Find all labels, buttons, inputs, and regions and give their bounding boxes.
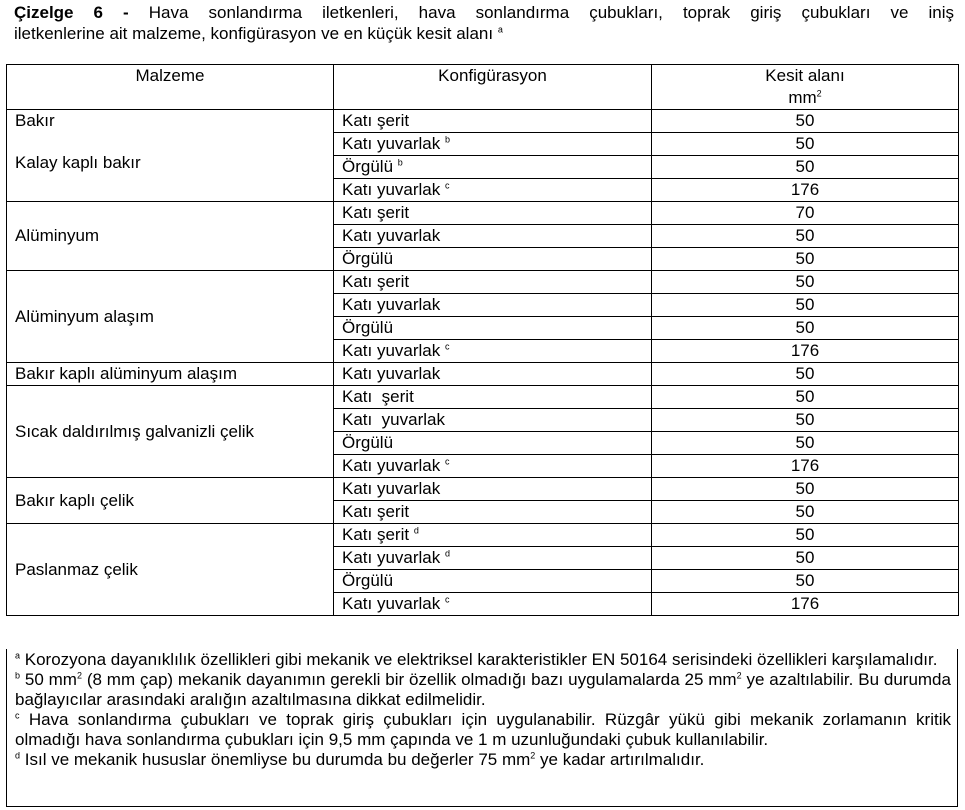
table-row (7, 110, 959, 133)
footnote-a-text: Korozyona dayanıklılık özellikleri gibi mekanik ve elektriksel karakteristikler EN 50164 serisindeki özellikleri karşılamalıdır. (24, 650, 938, 669)
footnote-d-text-1: Isıl ve mekanik hususlar önemliyse bu durumda bu değerler 75 mm (24, 750, 531, 769)
area-value-cell: 176 (652, 340, 959, 363)
configuration-cell (334, 409, 652, 432)
material-cell (7, 271, 334, 363)
configuration-footnote-mark: c (445, 594, 450, 605)
area-value-cell: 50 (652, 478, 959, 501)
configuration-text: Katı yuvarlak (342, 295, 441, 314)
header-area (652, 65, 959, 110)
table-row (7, 202, 959, 225)
area-value-cell: 176 (652, 593, 959, 616)
configuration-text: Örgülü (342, 157, 394, 176)
area-value-cell: 176 (652, 179, 959, 202)
footnote-b-text-2: (8 mm çap) mekanik dayanımın gerekli bir özellik olmadığı bazı uygulamalarda 25 mm (81, 670, 737, 689)
table-header-row (7, 65, 959, 110)
configuration-cell (334, 570, 652, 593)
footnote-b-text-1: 50 mm (24, 670, 77, 689)
configuration-cell (334, 317, 652, 340)
area-value-cell: 50 (652, 317, 959, 340)
footnote-c-mark: c (15, 710, 20, 721)
material-cell (7, 524, 334, 616)
header-area-unit-line (652, 87, 958, 109)
configuration-cell (334, 340, 652, 363)
material-name: Alüminyum alaşım (15, 306, 154, 326)
configuration-cell (334, 593, 652, 616)
footnote-d-mark: d (15, 750, 21, 761)
footnote-c-text: Hava sonlandırma çubukları ve toprak giriş çubukları için uygulanabilir. Rüzgâr yükü gibi mekanik zorlamanın kritik olmadığı hava sonlandırma çubukları için 9,5 mm çapında ve 1 m uzunluğundaki çubuk kullanılabilir. (15, 710, 951, 749)
footnote-b-text-3: ye azaltılabilir. Bu durumda bağlayıcılar arasındaki aralığın azaltılmasına dikkat edilmelidir. (15, 670, 951, 709)
configuration-text: Katı şerit (342, 502, 410, 521)
configuration-text: Katı yuvarlak (342, 456, 441, 475)
area-value-cell: 50 (652, 363, 959, 386)
footnotes-box (6, 649, 958, 807)
configuration-cell (334, 110, 652, 133)
configuration-text: Örgülü (342, 571, 394, 590)
table-caption (14, 2, 954, 44)
configuration-cell (334, 524, 652, 547)
area-value-cell: 50 (652, 248, 959, 271)
material-cell (7, 110, 334, 202)
caption-footnote-mark: a (497, 24, 503, 35)
configuration-cell (334, 248, 652, 271)
table-row (7, 478, 959, 501)
area-value-cell: 50 (652, 547, 959, 570)
area-value-cell: 50 (652, 409, 959, 432)
configuration-cell (334, 363, 652, 386)
area-value-cell: 50 (652, 133, 959, 156)
configuration-cell (334, 133, 652, 156)
footnote-c (15, 710, 951, 750)
header-area-label: Kesit alanı (765, 66, 845, 85)
material-name: Sıcak daldırılmış galvanizli çelik (15, 421, 255, 441)
footnote-a (15, 650, 951, 670)
table-row (7, 386, 959, 409)
material-name: Bakır kaplı alüminyum alaşım (15, 364, 238, 383)
configuration-cell (334, 501, 652, 524)
footnote-d (15, 750, 951, 770)
area-value-cell: 50 (652, 294, 959, 317)
area-value-cell: 50 (652, 156, 959, 179)
footnote-d-sup: 2 (530, 750, 536, 761)
header-area-unit: mm (788, 88, 817, 107)
configuration-text: Katı şerit (342, 525, 410, 544)
configuration-text: Katı yuvarlak (342, 410, 445, 429)
caption-line-2 (14, 23, 954, 44)
table-row (7, 363, 959, 386)
material-cell (7, 386, 334, 478)
configuration-cell (334, 225, 652, 248)
configuration-text: Katı yuvarlak (342, 226, 441, 245)
configuration-text: Katı yuvarlak (342, 594, 441, 613)
configuration-text: Katı yuvarlak (342, 180, 441, 199)
configuration-footnote-mark: b (397, 157, 403, 168)
area-value-cell: 50 (652, 386, 959, 409)
area-value-cell: 176 (652, 455, 959, 478)
configuration-text: Katı şerit (342, 203, 410, 222)
configuration-footnote-mark: c (445, 456, 450, 467)
configuration-text: Katı yuvarlak (342, 341, 441, 360)
caption-label: Çizelge 6 - (14, 3, 129, 22)
configuration-cell (334, 271, 652, 294)
configuration-cell (334, 478, 652, 501)
material-table (6, 64, 959, 616)
area-value-cell: 50 (652, 501, 959, 524)
area-value-cell: 50 (652, 524, 959, 547)
header-material: Malzeme (7, 65, 334, 110)
configuration-text: Katı yuvarlak (342, 548, 441, 567)
header-area-unit-sup: 2 (816, 88, 822, 99)
header-configuration: Konfigürasyon (334, 65, 652, 110)
configuration-cell (334, 202, 652, 225)
area-value-cell: 50 (652, 432, 959, 455)
caption-text-2: iletkenlerine ait malzeme, konfigürasyon ve en küçük kesit alanı (14, 24, 494, 43)
material-cell (7, 363, 334, 386)
material-name: Bakır kaplı çelik (15, 490, 135, 510)
configuration-text: Katı şerit (342, 111, 410, 130)
footnote-d-text-2: ye kadar artırılmalıdır. (535, 750, 705, 769)
configuration-text: Katı yuvarlak (342, 134, 441, 153)
configuration-cell (334, 547, 652, 570)
material-cell (7, 202, 334, 271)
area-value-cell: 70 (652, 202, 959, 225)
footnote-b-sup-1: 2 (76, 670, 82, 681)
configuration-footnote-mark: d (413, 525, 419, 536)
configuration-cell (334, 156, 652, 179)
material-name: Kalay kaplı bakır (15, 153, 141, 172)
material-name: Paslanmaz çelik (15, 559, 138, 579)
configuration-text: Örgülü (342, 433, 394, 452)
footnote-b (15, 670, 951, 710)
configuration-cell (334, 294, 652, 317)
configuration-footnote-mark: d (445, 548, 451, 559)
area-value-cell: 50 (652, 271, 959, 294)
area-value-cell: 50 (652, 225, 959, 248)
configuration-text: Örgülü (342, 249, 394, 268)
configuration-footnote-mark: c (445, 180, 450, 191)
area-value-cell: 50 (652, 570, 959, 593)
area-value-cell: 50 (652, 110, 959, 133)
material-name: Alüminyum (15, 226, 100, 245)
footnote-b-sup-2: 2 (736, 670, 742, 681)
configuration-cell (334, 455, 652, 478)
table-row (7, 524, 959, 547)
caption-line-1 (14, 2, 954, 23)
caption-text-1: Hava sonlandırma iletkenleri, hava sonlandırma çubukları, toprak giriş çubukları ve iniş (148, 3, 954, 22)
configuration-text: Örgülü (342, 318, 394, 337)
configuration-cell (334, 432, 652, 455)
configuration-text: Katı şerit (342, 272, 410, 291)
table-body (7, 110, 959, 616)
footnote-a-mark: a (15, 650, 21, 661)
configuration-cell (334, 179, 652, 202)
configuration-text: Katı yuvarlak (342, 364, 441, 383)
configuration-cell (334, 386, 652, 409)
material-name: Bakır (15, 111, 55, 130)
configuration-footnote-mark: c (445, 341, 450, 352)
table-row (7, 271, 959, 294)
material-cell (7, 478, 334, 524)
configuration-text: Katı yuvarlak (342, 479, 441, 498)
footnote-b-mark: b (15, 670, 21, 681)
configuration-text: Katı şerit (342, 387, 414, 406)
configuration-footnote-mark: b (445, 134, 451, 145)
